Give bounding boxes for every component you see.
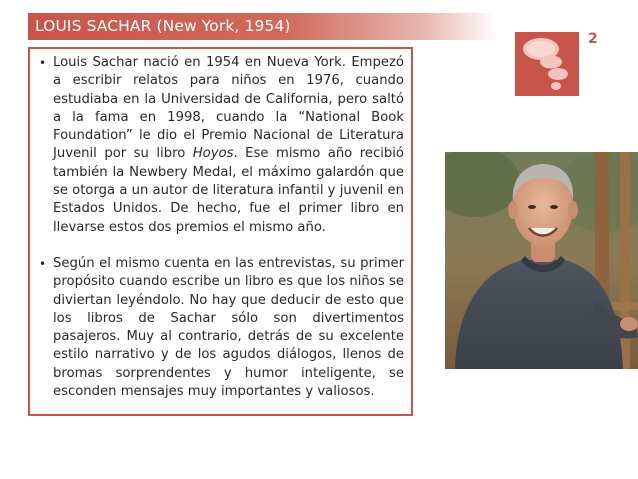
bullet-icon: • [39,256,47,271]
paragraph-text: . Ese mismo año recibió también la Newbery Medal, el máximo galardón que se otorga a un autor de literatura infantil y juvenil en Estados Unidos. De hecho, fue el primer libro en llevarse estos dos premios el mismo año. [53,146,404,235]
slide-title: LOUIS SACHAR (New York, 1954) [28,13,497,40]
page-number: 2 [588,31,598,47]
text-box [28,47,413,416]
book-title-hoyos: Hoyos [192,146,234,162]
paragraph-biography [39,54,404,237]
paragraph-purpose [39,255,404,401]
paragraph-text: Según el mismo cuenta en las entrevistas, su primer propósito cuando escribe un libro es que los niños se diviertan leyéndolo. No hay que deducir de esto que los libros de Sachar sólo son divertimentos pasajeros. Muy al contrario, detrás de su excelente estilo narrativo y de los agudos diálogos, llenos de bromas sorprendentes y humor inteligente, se esconden mensajes muy importantes y valiosos. [53,255,404,400]
paragraph-text: Louis Sachar nació en 1954 en Nueva York. Empezó a escribir relatos para niños en 1976, cuando estudiaba en la Universidad de California, pero saltó a la fama en 1998, cuando la “National Book Foundation” le dio el Premio Nacional de Literatura Juvenil por su libro [53,55,404,162]
author-photo [445,152,638,369]
bullet-icon: • [39,56,47,70]
speech-bubbles-icon [515,32,579,96]
